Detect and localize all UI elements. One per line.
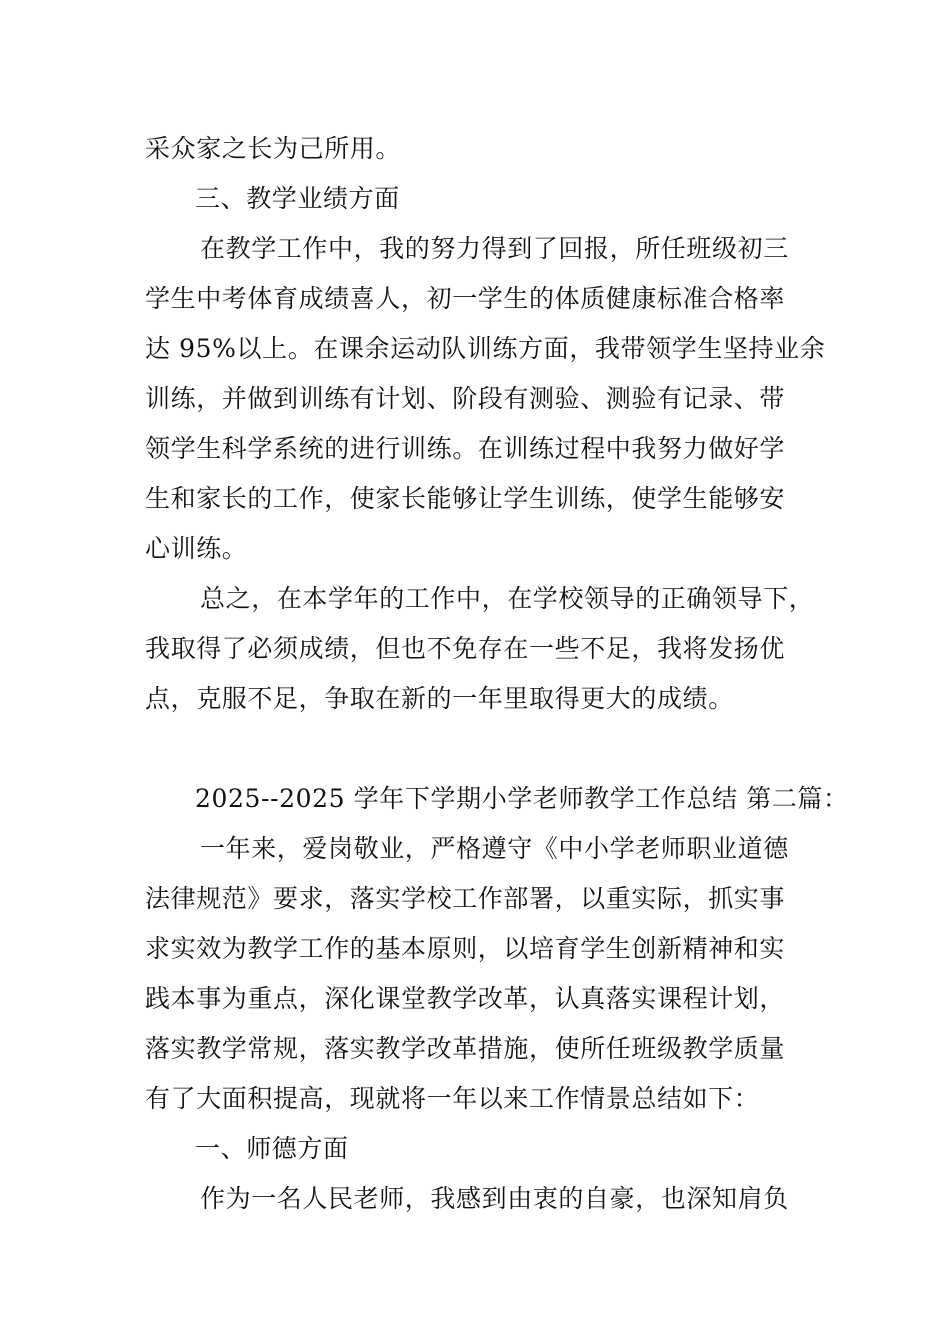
paragraph-line: 心训练。 [145, 534, 248, 563]
paragraph-line: 生和家长的工作，使家长能够让学生训练，使学生能够安 [145, 484, 786, 513]
paragraph-line: 求实效为教学工作的基本原则，以培育学生创新精神和实 [145, 934, 786, 963]
section-heading: 一、师德方面 [195, 1134, 349, 1163]
article-title: 2025--2025 学年下学期小学老师教学工作总结 第二篇： [195, 784, 849, 813]
paragraph-line: 训练，并做到训练有计划、阶段有测验、测验有记录、带 [145, 384, 786, 413]
paragraph-line: 法律规范》要求，落实学校工作部署，以重实际，抓实事 [145, 884, 786, 913]
paragraph-line: 有了大面积提高，现就将一年以来工作情景总结如下： [145, 1084, 760, 1113]
paragraph-line: 践本事为重点，深化课堂教学改革，认真落实课程计划， [145, 984, 786, 1013]
paragraph-line: 落实教学常规，落实教学改革措施，使所任班级教学质量 [145, 1034, 786, 1063]
paragraph-line: 作为一名人民老师，我感到由衷的自豪，也深知肩负 [200, 1184, 789, 1213]
paragraph-line: 总之，在本学年的工作中，在学校领导的正确领导下， [200, 584, 815, 613]
paragraph-line: 在教学工作中，我的努力得到了回报，所任班级初三 [200, 234, 789, 263]
paragraph-line: 达 95%以上。在课余运动队训练方面，我带领学生坚持业余 [145, 334, 826, 363]
paragraph-line: 领学生科学系统的进行训练。在训练过程中我努力做好学 [145, 434, 786, 463]
paragraph-line: 学生中考体育成绩喜人，初一学生的体质健康标准合格率 [145, 284, 786, 313]
paragraph-line: 一年来，爱岗敬业，严格遵守《中小学老师职业道德 [200, 834, 789, 863]
paragraph-line: 采众家之长为己所用。 [145, 134, 402, 163]
section-heading: 三、教学业绩方面 [195, 184, 400, 213]
paragraph-line: 我取得了必须成绩，但也不免存在一些不足，我将发扬优 [145, 634, 786, 663]
paragraph-line: 点，克服不足，争取在新的一年里取得更大的成绩。 [145, 684, 734, 713]
